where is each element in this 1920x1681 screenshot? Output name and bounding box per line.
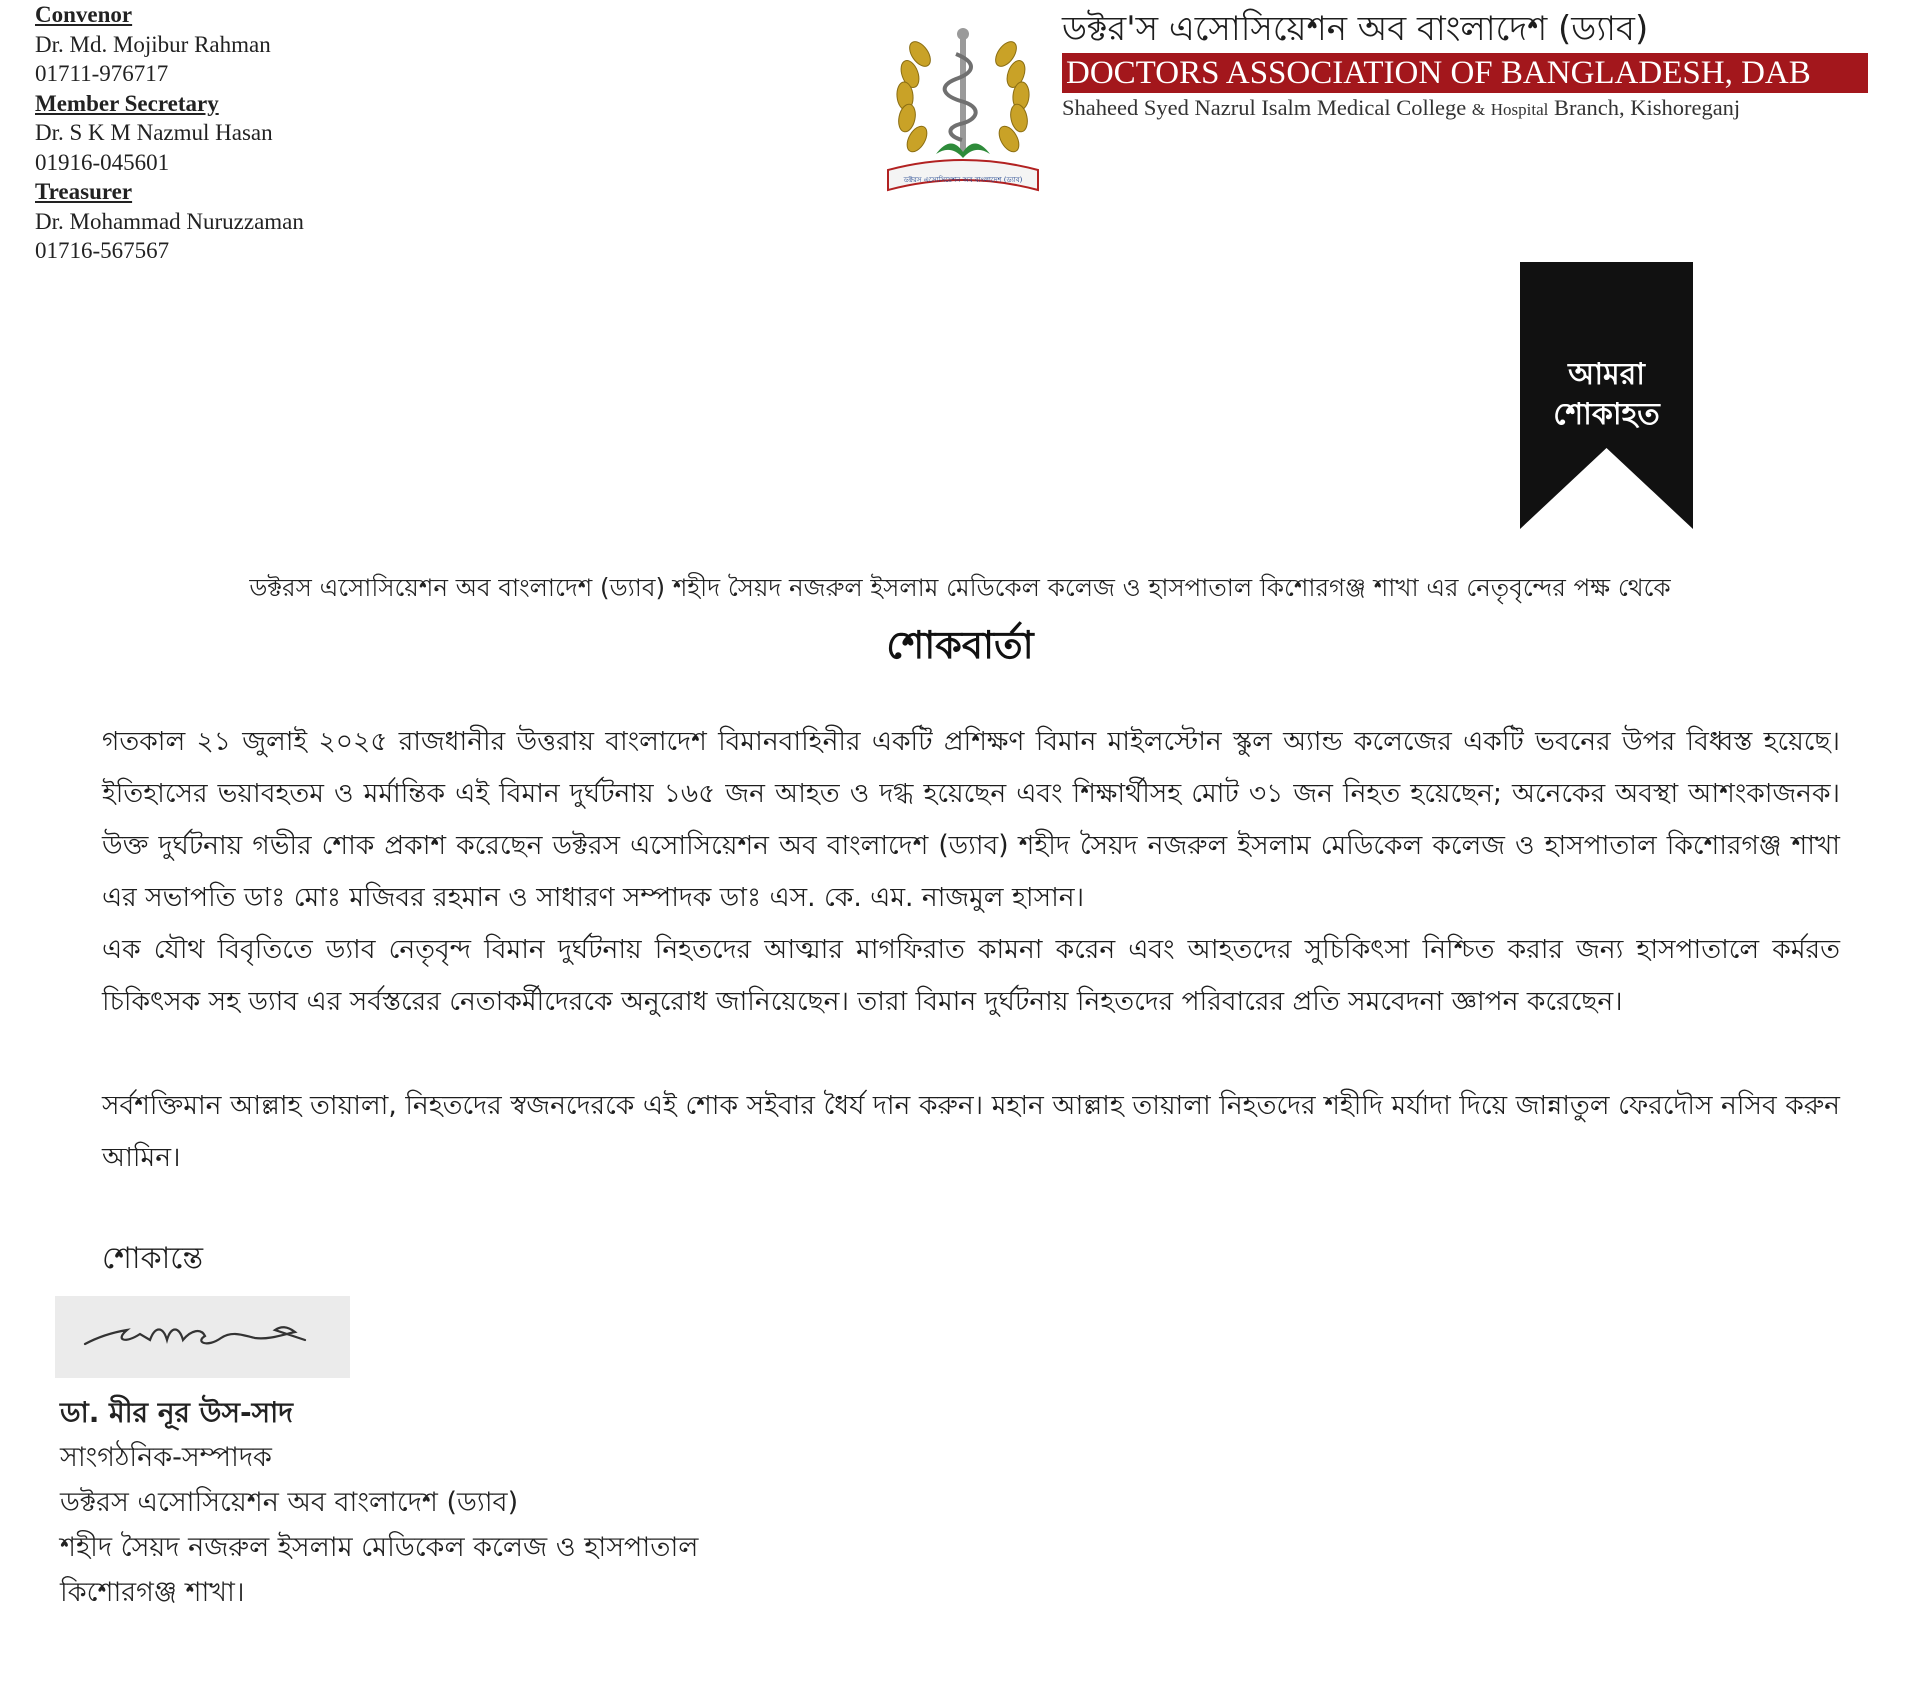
signatory-institution: শহীদ সৈয়দ নজরুল ইসলাম মেডিকেল কলেজ ও হাসপাতাল	[60, 1532, 699, 1563]
signature-image	[55, 1296, 350, 1378]
branch-college: Shaheed Syed Nazrul Isalm Medical College	[1062, 95, 1467, 120]
intro-line: ডক্টরস এসোসিয়েশন অব বাংলাদেশ (ড্যাব) শহীদ সৈয়দ নজরুল ইসলাম মেডিকেল কলেজ ও হাসপাতাল কিশোরগঞ্জ শাখা এর নেতৃবৃন্দের পক্ষ থেকে	[249, 573, 1671, 602]
signatory-block	[60, 1390, 698, 1615]
signatory-name: ডা. মীর নূর উস-সাদ	[60, 1396, 293, 1429]
officer-role: Convenor	[35, 2, 133, 27]
branch-hospital: Hospital	[1490, 100, 1549, 119]
body-paragraph: সর্বশক্তিমান আল্লাহ তায়ালা, নিহতদের স্বজনদেরকে এই শোক সইবার ধৈর্য দান করুন। মহান আল্লাহ তায়ালা নিহতদের শহীদি মর্যাদা দিয়ে জান্নাতুল ফেরদৌস নসিব করুন আমিন।	[102, 1090, 1840, 1173]
signature-scribble	[55, 1296, 350, 1378]
officer-name: Dr. Mohammad Nuruzzaman	[35, 208, 304, 234]
org-name-bengali: ডক্টর'স এসোসিয়েশন অব বাংলাদেশ (ড্যাব)	[1062, 9, 1649, 49]
closing-word: শোকান্তে	[102, 1241, 204, 1276]
officer-role: Treasurer	[35, 179, 133, 204]
officer-role: Member Secretary	[35, 90, 219, 116]
signatory-org: ডক্টরস এসোসিয়েশন অব বাংলাদেশ (ড্যাব)	[60, 1487, 519, 1518]
ribbon-line-1: আমরা	[1568, 357, 1645, 392]
officer-name: Dr. S K M Nazmul Hasan	[35, 120, 273, 145]
branch-location: Branch, Kishoreganj	[1553, 95, 1741, 120]
officer-phone: 01716-567567	[35, 238, 170, 263]
org-name-english: DOCTORS ASSOCIATION OF BANGLADESH, DAB	[1062, 53, 1868, 93]
ribbon-line-2: শোকাহত	[1553, 397, 1660, 432]
condolence-heading: শোকবার্তা	[886, 623, 1034, 667]
signatory-title: সাংগঠনিক-সম্পাদক	[60, 1442, 272, 1473]
dab-logo	[876, 24, 1050, 204]
officer-phone: 01916-045601	[35, 149, 170, 175]
seal-text: ডক্টরস এসোসিয়েশন অব বাংলাদেশ (ড্যাব)	[903, 176, 1023, 184]
signatory-branch: কিশোরগঞ্জ শাখা।	[60, 1577, 245, 1608]
officer-name: Dr. Md. Mojibur Rahman	[35, 31, 271, 57]
branch-ampersand: &	[1471, 100, 1486, 119]
officers-list	[35, 0, 304, 266]
org-branch	[1062, 95, 1740, 121]
officer-phone: 01711-976717	[35, 61, 169, 86]
body-paragraph: গতকাল ২১ জুলাই ২০২৫ রাজধানীর উত্তরায় বাংলাদেশ বিমানবাহিনীর একটি প্রশিক্ষণ বিমান মাইলস্টোন স্কুল অ্যান্ড কলেজের একটি ভবনের উপর বিধ্বস্ত হয়েছে। ইতিহাসের ভয়াবহতম ও মর্মান্তিক এই বিমান দুর্ঘটনায় ১৬৫ জন আহত ও দগ্ধ হয়েছেন এবং শিক্ষার্থীসহ মোট ৩১ জন নিহত হয়েছেন; অনেকের অবস্থা আশংকাজনক। উক্ত দুর্ঘটনায় গভীর শোক প্রকাশ করেছেন ডক্টরস এসোসিয়েশন অব বাংলাদেশ (ড্যাব) শহীদ সৈয়দ নজরুল ইসলাম মেডিকেল কলেজ ও হাসপাতাল কিশোরগঞ্জ শাখা এর সভাপতি ডাঃ মোঃ মজিবর রহমান ও সাধারণ সম্পাদক ডাঃ এস. কে. এম. নাজমুল হাসান।	[102, 726, 1840, 913]
body-paragraph: এক যৌথ বিবৃতিতে ড্যাব নেতৃবৃন্দ বিমান দুর্ঘটনায় নিহতদের আত্মার মাগফিরাত কামনা করেন এবং আহতদের সুচিকিৎসা নিশ্চিত করার জন্য হাসপাতালে কর্মরত চিকিৎসক সহ ড্যাব এর সর্বস্তরের নেতাকর্মীদেরকে অনুরোধ জানিয়েছেন। তারা বিমান দুর্ঘটনায় নিহতদের পরিবারের প্রতি সমবেদনা জ্ঞাপন করেছেন।	[102, 934, 1840, 1017]
